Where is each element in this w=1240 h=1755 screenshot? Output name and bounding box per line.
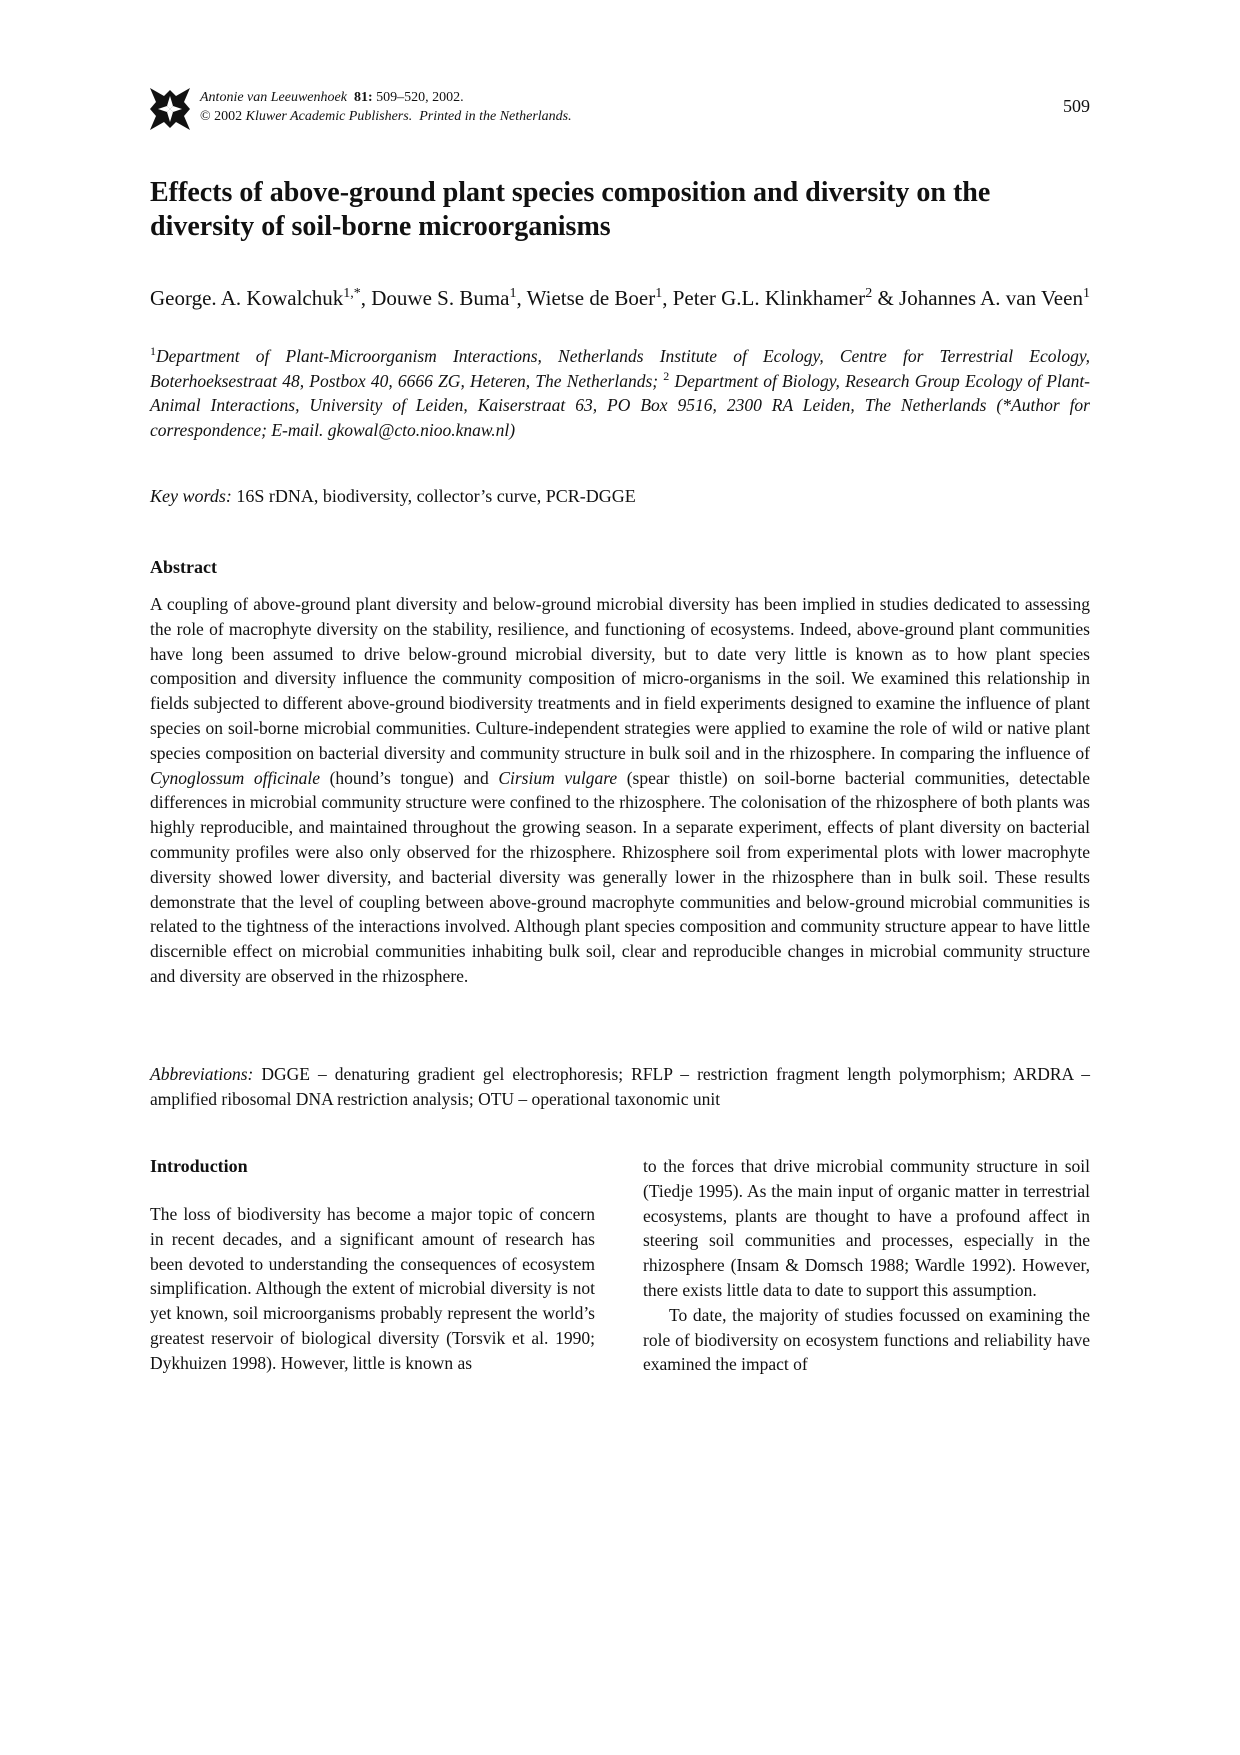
- copyright-symbol: ©: [200, 109, 211, 124]
- left-column: [150, 1154, 595, 1376]
- journal-citation-line2: [200, 107, 572, 126]
- author-affiliation-mark: 1: [655, 286, 663, 301]
- right-column: [643, 1154, 1090, 1377]
- abbreviations: [150, 1062, 1090, 1112]
- author-affiliation-mark: 1: [1082, 286, 1090, 301]
- author-separator: &: [872, 286, 900, 310]
- author-affiliation-mark: 1: [509, 286, 517, 301]
- journal-volume: 81:: [353, 90, 373, 105]
- affiliation-mark: 2: [663, 368, 670, 383]
- affiliation-1: Department of Plant-Microorganism Interactions, Netherlands Institute of Ecology, Centre for Terrestrial Ecology, Boterhoeksestraat 48, Postbox 40, 6666 ZG, Heteren, The Netherlands;: [150, 346, 1090, 391]
- affiliation-mark: 1: [150, 344, 156, 359]
- author-name: Peter G.L. Klinkhamer: [672, 286, 866, 310]
- journal-pages: 509–520, 2002.: [376, 90, 464, 105]
- author-separator: ,: [662, 286, 673, 310]
- author-name: Douwe S. Buma: [371, 286, 510, 310]
- author-affiliations: [150, 344, 1090, 442]
- abstract-heading: Abstract: [150, 557, 217, 577]
- keywords-label: Key words:: [150, 486, 232, 506]
- keywords: [150, 484, 1090, 508]
- copyright-year: 2002: [214, 109, 243, 124]
- introduction-paragraph: to the forces that drive microbial community structure in soil (Tiedje 1995). As the main input of organic matter in terrestrial ecosystems, plants are thought to have a profound affect in steering soil communities and processes, especially in the rhizosphere (Insam & Domsch 1988; Wardle 1992). However, there exists little data to date to support this assumption.: [643, 1156, 1090, 1300]
- author-affiliation-mark: 1,*: [343, 286, 361, 301]
- author-affiliation-mark: 2: [865, 286, 873, 301]
- species-name: Cynoglossum officinale: [150, 767, 320, 788]
- page-number: 509: [1063, 96, 1090, 116]
- page-header: [150, 88, 1090, 128]
- abstract-text: A coupling of above-ground plant diversity and below-ground microbial diversity has been implied in studies dedicated to assessing the role of macrophyte diversity on the stability, resilience, and functioning of ecosystems. Indeed, above-ground plant communities have long been assumed to drive below-ground microbial diversity, but to date very little is known as to how plant species composition and diversity influence the community composition of micro-organisms in the soil. We examined this relationship in fields subjected to different above-ground biodiversity treatments and in field experiments designed to examine the influence of plant species on soil-borne microbial communities. Culture-independent strategies were applied to examine the role of wild or native plant species composition on bacterial diversity and community structure in bulk soil and in the rhizosphere. In comparing the influence of: [150, 594, 1090, 763]
- publisher-name: Kluwer Academic Publishers.: [245, 109, 413, 124]
- abstract-body: [150, 592, 1090, 989]
- journal-name: Antonie van Leeuwenhoek: [200, 90, 347, 105]
- author-name: Johannes A. van Veen: [899, 286, 1083, 310]
- author-list: [150, 285, 1090, 312]
- printed-note: Printed in the Netherlands.: [419, 109, 572, 124]
- affiliation-2: Department of Biology, Research Group Ecology of Plant-Animal Interactions, University of Leiden, Kaiserstraat 63, PO Box 9516, 2300 RA Leiden, The Netherlands (*Author for correspondence; E-mail. gkowal@cto.nioo.knaw.nl): [150, 370, 1091, 440]
- introduction-paragraph: To date, the majority of studies focussed on examining the role of biodiversity on ecosystem functions and reliability have examined the impact of: [643, 1304, 1090, 1375]
- author-separator: ,: [516, 286, 527, 310]
- abbreviations-text: DGGE – denaturing gradient gel electrophoresis; RFLP – restriction fragment length polymorphism; ARDRA – amplified ribosomal DNA restriction analysis; OTU – operational taxonomic unit: [150, 1064, 1090, 1109]
- kluwer-logo-icon: [150, 88, 190, 130]
- abstract-text: (hound’s tongue) and: [320, 767, 499, 788]
- article-title: Effects of above-ground plant species composition and diversity on the diversity of soil-borne microorganisms: [150, 177, 991, 242]
- introduction-paragraph: The loss of biodiversity has become a major topic of concern in recent decades, and a significant amount of research has been devoted to understanding the consequences of ecosystem simplification. Although the extent of microbial diversity is not yet known, soil microorganisms probably represent the world’s greatest reservoir of biological diversity (Torsvik et al. 1990; Dykhuizen 1998). However, little is known as: [150, 1204, 595, 1373]
- keywords-text: 16S rDNA, biodiversity, collector’s curve, PCR-DGGE: [236, 486, 636, 506]
- species-name: Cirsium vulgare: [498, 767, 618, 788]
- abstract-text: (spear thistle) on soil-borne bacterial communities, detectable differences in microbial community structure were confined to the rhizosphere. The colonisation of the rhizosphere of both plants was highly reproducible, and maintained throughout the growing season. In a separate experiment, effects of plant diversity on bacterial community profiles were also only observed for the rhizosphere. Rhizosphere soil from experimental plots with lower macrophyte diversity showed lower diversity, and bacterial diversity was generally lower in the rhizosphere than in bulk soil. These results demonstrate that the level of coupling between above-ground macrophyte communities and below-ground microbial communities is related to the tightness of the interactions involved. Although plant species composition and community structure appear to have little discernible effect on microbial communities inhabiting bulk soil, clear and reproducible changes in microbial community structure and diversity are observed in the rhizosphere.: [150, 767, 1091, 986]
- author-separator: ,: [360, 286, 372, 310]
- author-name: Wietse de Boer: [526, 286, 656, 310]
- abbreviations-label: Abbreviations:: [150, 1064, 254, 1084]
- journal-citation-line1: [200, 88, 572, 107]
- journal-citation: [200, 88, 572, 126]
- author-name: George. A. Kowalchuk: [150, 286, 344, 310]
- introduction-heading: Introduction: [150, 1156, 248, 1176]
